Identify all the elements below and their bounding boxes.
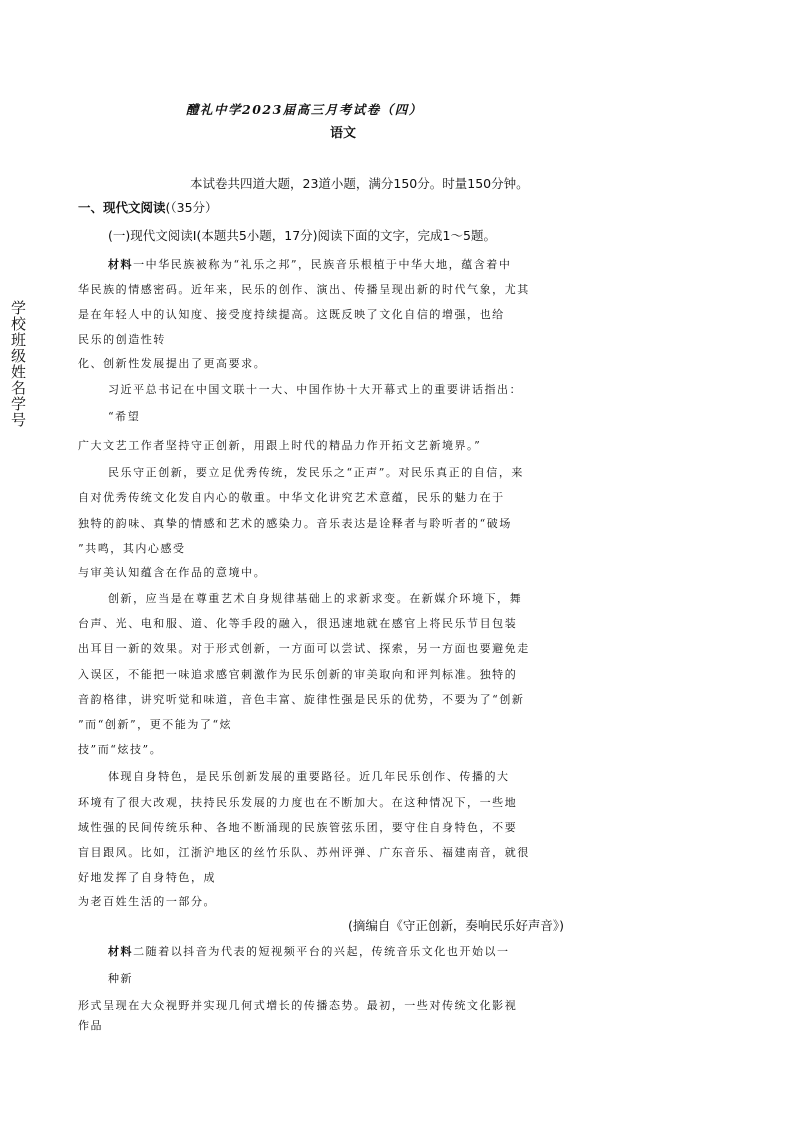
passage-line <box>108 256 511 272</box>
section-score: (（35分） <box>165 200 218 215</box>
passage-line: 民乐的创造性转 <box>78 333 166 346</box>
passage-line <box>108 943 510 959</box>
passage-line: 自对优秀传统文化发自内心的敬重。中华文化讲究艺术意蕴，民乐的魅力在于 <box>78 491 505 504</box>
passage-line: 华民族的情感密码。近年来，民乐的创作、演出、传播呈现出新的时代气象，尤其 <box>78 283 530 296</box>
passage-line: 作品 <box>78 1019 104 1032</box>
passage-line: ”而“创新”，更不能为了“炫 <box>78 718 233 731</box>
exam-intro: 本试卷共四道大题，23道小题，满分150分。时量150分钟。 <box>190 176 529 191</box>
passage-text: 一中华民族被称为“礼乐之邦”，民族音乐根植于中华大地，蕴含着中 <box>133 258 512 271</box>
passage-line: 入误区，不能把一味追求感官刺激作为民乐创新的审美取向和评判标准。独特的 <box>78 668 518 681</box>
passage-line: 种新 <box>108 972 134 985</box>
passage-line: “希望 <box>108 410 141 423</box>
passage-line: 盲目跟风。比如，江浙沪地区的丝竹乐队、苏州评弹、广东音乐、福建南音，就很 <box>78 846 530 859</box>
passage-line: 民乐守正创新，要立足优秀传统，发民乐之“正声”。对民乐真正的自信，来 <box>108 466 524 479</box>
passage-line: 体现自身特色，是民乐创新发展的重要路径。近几年民乐创作、传播的大 <box>108 770 510 783</box>
passage-line: 音韵格律，讲究听觉和味道，音色丰富、旋律性强是民乐的优势，不要为了“创新 <box>78 693 525 706</box>
passage-line: 形式呈现在大众视野并实现几何式增长的传播态势。最初，一些对传统文化影视 <box>78 999 518 1012</box>
passage-text: 二随着以抖音为代表的短视频平台的兴起，传统音乐文化也开始以一 <box>133 945 510 958</box>
exam-title: 醴礼中学2023届高三月考试卷（四） <box>186 102 423 117</box>
passage-line: 技”而“炫技”。 <box>78 743 163 756</box>
passage-line: 与审美认知蕴含在作品的意境中。 <box>78 566 267 579</box>
passage-line: 习近平总书记在中国文联十一大、中国作协十大开幕式上的重要讲话指出： <box>108 383 523 396</box>
passage-line: 为老百姓生活的一部分。 <box>78 895 217 908</box>
subject-heading: 语文 <box>330 126 357 141</box>
passage-line: 环境有了很大改观，扶持民乐发展的力度也在不断加大。在这种情况下，一些地 <box>78 796 518 809</box>
material-label: 材料 <box>108 258 134 271</box>
passage-line: 创新，应当是在尊重艺术自身规律基础上的求新求变。在新媒介环境下，舞 <box>108 592 523 605</box>
section-heading <box>78 198 218 216</box>
passage-line: 台声、光、电和服、道、化等手段的融入，很迅速地就在感官上将民乐节目包装 <box>78 617 518 630</box>
sidebar-student-info: 学校班级姓名学号 <box>9 300 27 428</box>
passage-line: 是在年轻人中的认知度、接受度持续提高。这既反映了文化自信的增强，也给 <box>78 308 505 321</box>
passage-line: ”共鸣，其内心感受 <box>78 542 186 555</box>
passage-line: 化、创新性发展提出了更高要求。 <box>78 357 267 370</box>
passage-line: 独特的韵味、真挚的情感和艺术的感染力。音乐表达是诠释者与聆听者的“破场 <box>78 517 512 530</box>
passage-line: 出耳目一新的效果。对于形式创新，一方面可以尝试、探索，另一方面也要避免走 <box>78 642 530 655</box>
passage-line: 域性强的民间传统乐种、各地不断涌现的民族管弦乐团，要守住自身特色，不要 <box>78 821 518 834</box>
subsection-heading: (一)现代文阅读Ⅰ(本题共5小题，17分)阅读下面的文字，完成1～5题。 <box>108 228 496 243</box>
passage-line: 广大文艺工作者坚持守正创新，用跟上时代的精品力作开拓文艺新境界。” <box>78 439 482 452</box>
material-label: 材料 <box>108 945 134 958</box>
passage-line: 好地发挥了自身特色，成 <box>78 871 217 884</box>
passage-source: (摘编自《守正创新，奏响民乐好声音》) <box>348 918 565 933</box>
section-title: 一、现代文阅读 <box>78 200 166 215</box>
